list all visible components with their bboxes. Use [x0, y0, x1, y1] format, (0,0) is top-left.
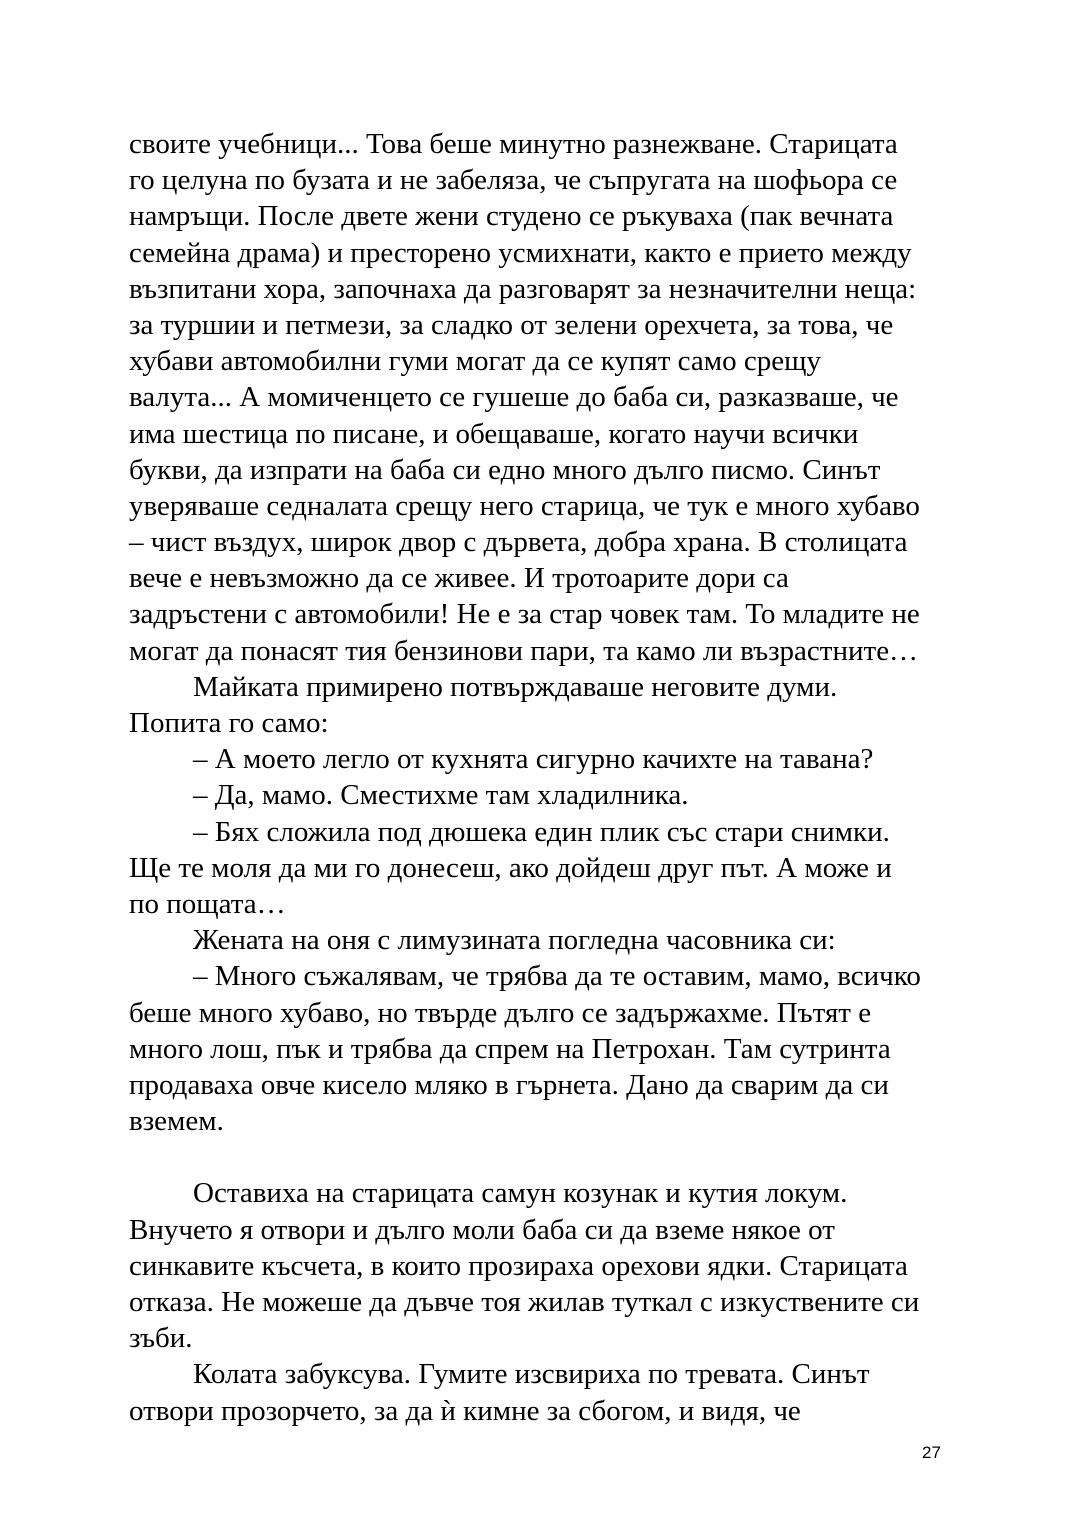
text-line: синкавите късчета, в които прозираха орехови ядки. Старицата [129, 1249, 908, 1282]
text-line: – чист въздух, широк двор с дървета, добра храна. В столицата [129, 526, 908, 559]
text-line: вече е невъзможно да се живее. И тротоарите дори са [129, 562, 789, 595]
text-line: семейна драма) и престорено усмихнати, както е прието между [129, 236, 912, 269]
text-line: Колата забуксува. Гумите изсвириха по тревата. Синът [193, 1358, 870, 1391]
text-line: много лош, пък и трябва да спрем на Петрохан. Там сутринта [129, 1032, 891, 1065]
text-line: отказа. Не можеше да дъвче тоя жилав туткал с изкуствените си [129, 1286, 920, 1318]
text-line: – А моето легло от кухнята сигурно качихте на тавана? [193, 743, 874, 776]
text-line: зъби. [129, 1322, 193, 1355]
text-line: Оставиха на старицата самун козунак и кутия локум. [193, 1177, 848, 1210]
text-line: по пощата… [129, 887, 286, 920]
text-line: Внучето я отвори и дълго моли баба си да вземе някое от [129, 1213, 835, 1246]
text-line: го целуна по бузата и не забеляза, че съпругата на шофьора се [129, 164, 898, 197]
paragraph-spacer [129, 1139, 959, 1175]
text-line: своите учебници... Това беше минутно разнежване. Старицата [129, 128, 898, 160]
text-line: уверяваше седналата срещу него старица, че тук е много хубаво [129, 489, 920, 522]
text-line: намръщи. После двете жени студено се ръкуваха (пак вечната [129, 200, 894, 233]
text-line: беше много хубаво, но твърде дълго се задържахме. Пътят е [129, 996, 872, 1029]
text-line: могат да понасят тия бензинови пари, та камо ли възрастните… [129, 634, 919, 667]
text-line: задръстени с автомобили! Не е за стар човек там. То младите не [129, 598, 920, 631]
page-number: 27 [922, 1443, 941, 1462]
text-line: Ще те моля да ми го донесеш, ако дойдеш друг път. А може и [129, 851, 892, 884]
text-line: вземем. [129, 1105, 224, 1138]
text-line: букви, да изпрати на баба си едно много дълго писмо. Синът [129, 453, 881, 486]
text-line: отвори прозорчето, за да ѝ кимне за сбогом, и видя, че [129, 1394, 801, 1427]
body-text [129, 126, 959, 1429]
text-line: – Много съжалявам, че трябва да те оставим, мамо, всичко [193, 960, 921, 993]
text-line: – Да, мамо. Сместихме там хладилника. [193, 779, 689, 812]
text-line: продаваха овче кисело мляко в гърнета. Дано да сварим да си [129, 1068, 889, 1101]
text-line: възпитани хора, започнаха да разговарят за незначителни неща: [129, 272, 917, 305]
text-line: хубави автомобилни гуми могат да се купят само срещу [129, 345, 821, 378]
text-line: Майката примирено потвърждаваше неговите думи. [193, 670, 838, 703]
text-line: Попита го само: [129, 707, 329, 739]
text-line: за туршии и петмези, за сладко от зелени орехчета, за това, че [129, 308, 894, 341]
text-line: Жената на оня с лимузината погледна часовника си: [193, 924, 836, 957]
text-line: валута... А момиченцето се гушеше до баба си, разказваше, че [129, 381, 899, 414]
text-line: – Бях сложила под дюшека един плик със стари снимки. [193, 815, 890, 848]
text-line: има шестица по писане, и обещаваше, когато научи всички [129, 417, 859, 450]
